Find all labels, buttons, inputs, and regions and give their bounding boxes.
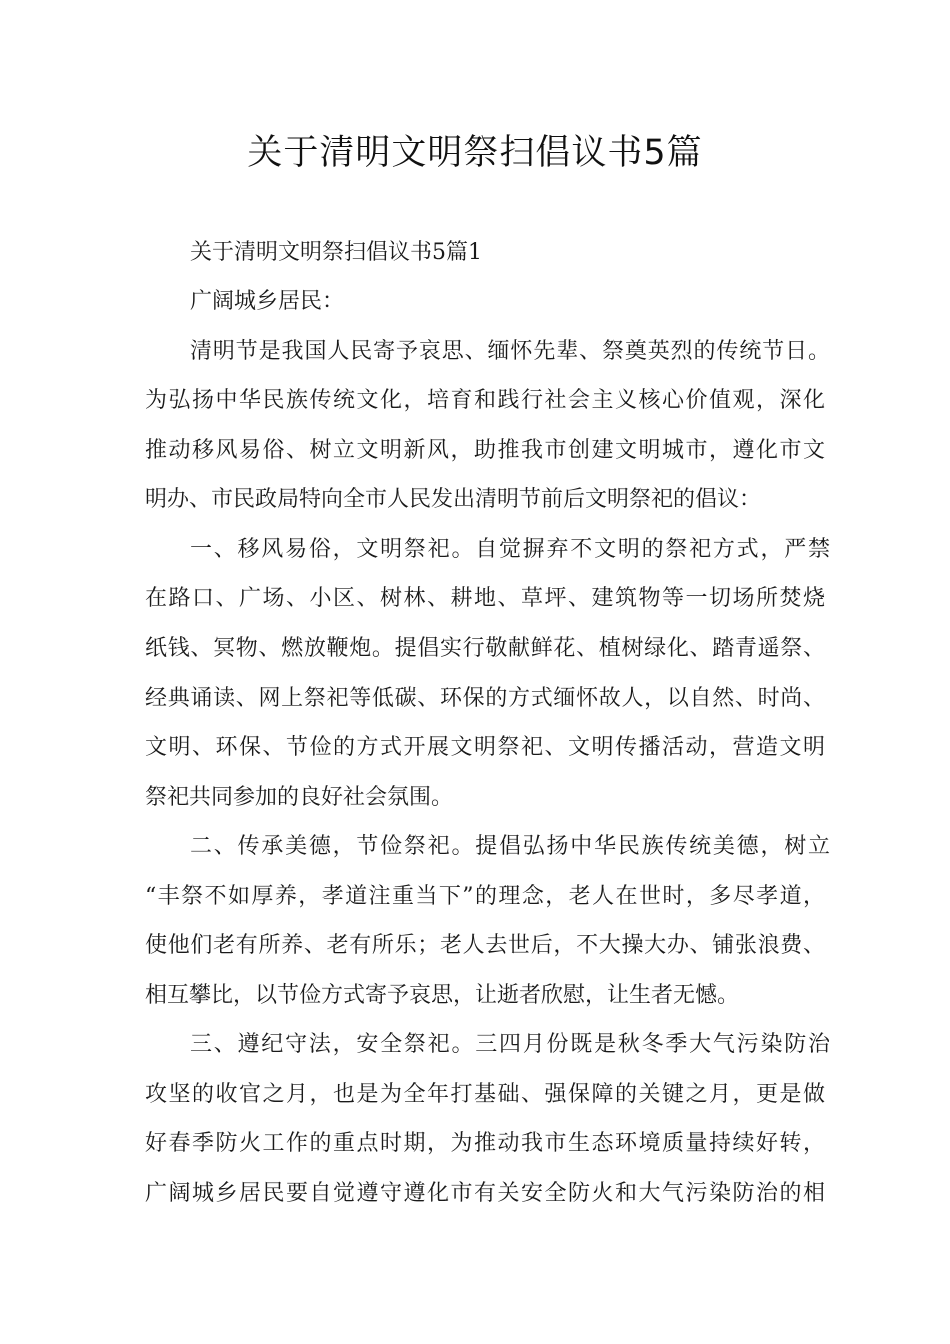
- paragraph-line: 好春季防火工作的重点时期，为推动我市生态环境质量持续好转，: [145, 1131, 825, 1156]
- paragraph-line: 二、传承美德，节俭祭祀。提倡弘扬中华民族传统美德，树立: [190, 834, 830, 859]
- paragraph-line: 祭祀共同参加的良好社会氛围。: [145, 785, 454, 810]
- paragraph-line: 为弘扬中华民族传统文化，培育和践行社会主义核心价值观，深化: [145, 388, 825, 413]
- paragraph-line: 攻坚的收官之月，也是为全年打基础、强保障的关键之月，更是做: [145, 1082, 825, 1107]
- paragraph-line: 文明、环保、节俭的方式开展文明祭祀、文明传播活动，营造文明: [145, 735, 825, 760]
- section-heading: 关于清明文明祭扫倡议书5篇1: [190, 240, 482, 265]
- document-title: 关于清明文明祭扫倡议书5篇: [247, 133, 703, 173]
- paragraph-line: 明办、市民政局特向全市人民发出清明节前后文明祭祀的倡议：: [145, 487, 762, 512]
- paragraph-line: “丰祭不如厚养，孝道注重当下”的理念，老人在世时，多尽孝道，: [145, 884, 825, 909]
- paragraph-line: 三、遵纪守法，安全祭祀。三四月份既是秋冬季大气污染防治: [190, 1032, 830, 1057]
- paragraph-line: 广阔城乡居民要自觉遵守遵化市有关安全防火和大气污染防治的相: [145, 1181, 825, 1206]
- paragraph-line: 使他们老有所养、老有所乐；老人去世后，不大操大办、铺张浪费、: [145, 933, 825, 958]
- paragraph-line: 推动移风易俗、树立文明新风，助推我市创建文明城市，遵化市文: [145, 438, 825, 463]
- paragraph-line: 经典诵读、网上祭祀等低碳、环保的方式缅怀故人，以自然、时尚、: [145, 686, 825, 711]
- paragraph-line: 清明节是我国人民寄予哀思、缅怀先辈、祭奠英烈的传统节日。: [190, 339, 830, 364]
- paragraph-line: 相互攀比，以节俭方式寄予哀思，让逝者欣慰，让生者无憾。: [145, 983, 740, 1008]
- paragraph-line: 一、移风易俗，文明祭祀。自觉摒弃不文明的祭祀方式，严禁: [190, 537, 830, 562]
- paragraph-line: 在路口、广场、小区、树林、耕地、草坪、建筑物等一切场所焚烧: [145, 586, 825, 611]
- salutation: 广阔城乡居民：: [190, 289, 345, 314]
- paragraph-line: 纸钱、冥物、燃放鞭炮。提倡实行敬献鲜花、植树绿化、踏青遥祭、: [145, 636, 825, 661]
